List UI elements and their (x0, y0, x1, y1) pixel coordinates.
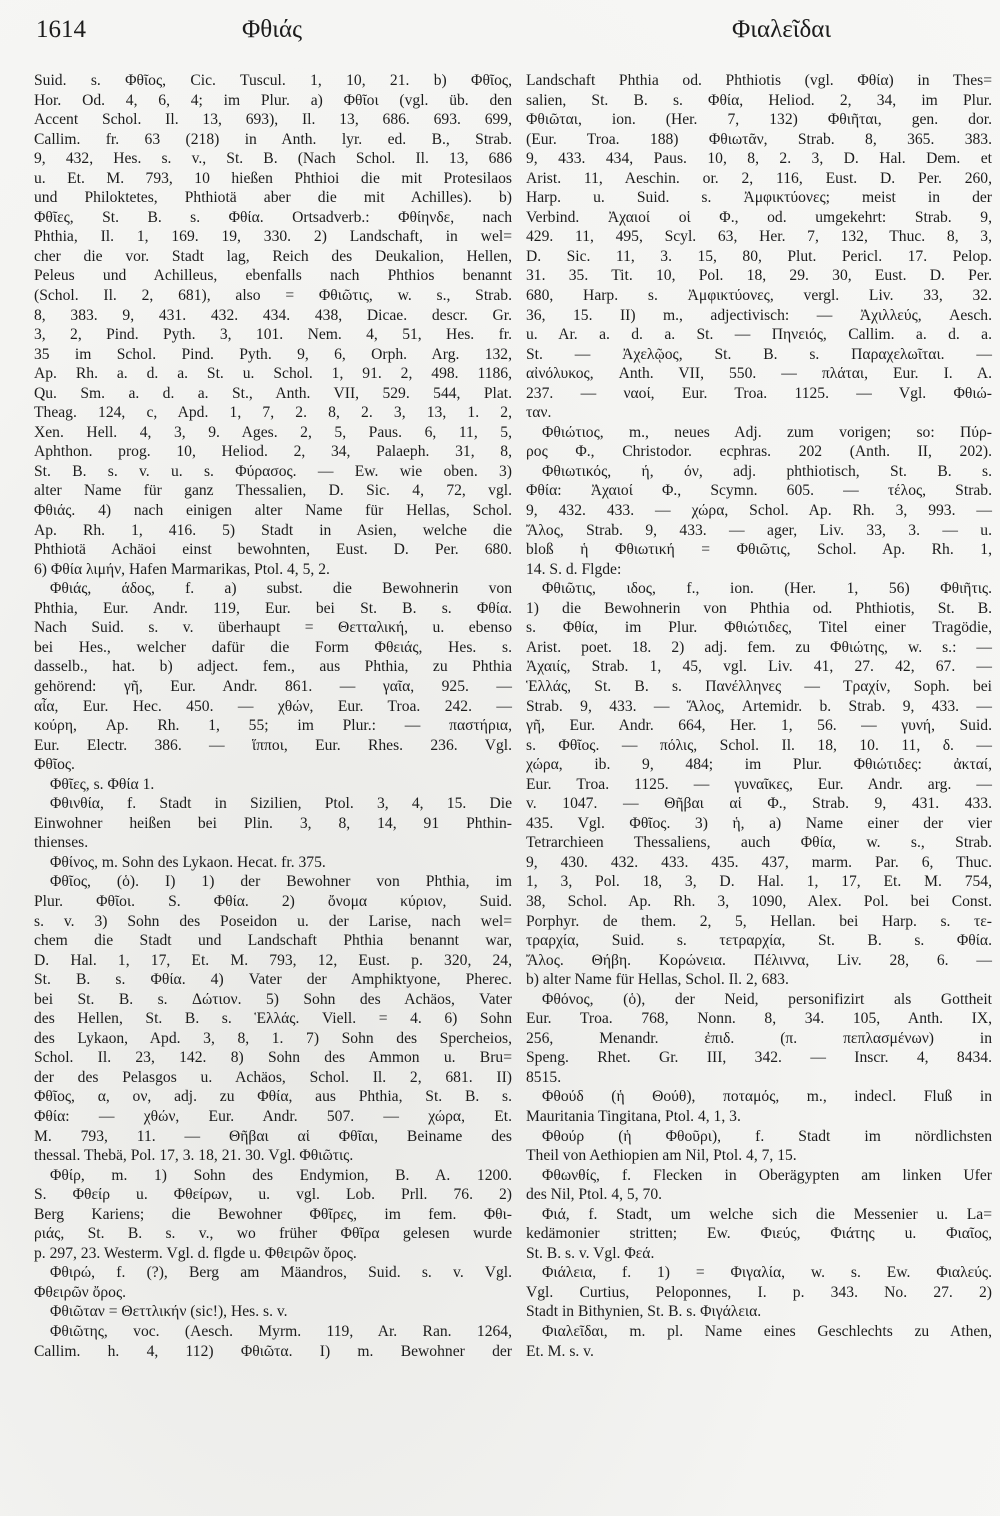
text-line: S. Φθείρ u. Φθείρων, u. vgl. Lob. Prll. 76. 2) (34, 1186, 512, 1204)
text-line: 8515. (526, 1068, 562, 1086)
text-line: Berg Kariens; die Bewohner Φθῖρες, im fem. Φθι- (34, 1205, 512, 1223)
text-line: v. 1047. — Θῆβαι αἱ Φ., Strab. 9, 431. 433. (526, 795, 992, 813)
text-line: Verbind. Ἀχαιοί οἱ Φ., od. umgekehrt: Strab. 9, (526, 208, 992, 226)
text-line: u. Ar. a. d. a. St. — Πηνειός, Callim. a. d. a. (526, 326, 992, 344)
text-line: Ap. Rh. a. d. a. St. u. Schol. 1, 91. 2, 498. 1186, (34, 365, 512, 383)
text-line: Eur. Troa. 768, Nonn. 8, 34. 105, Anth. IX, (526, 1010, 992, 1028)
text-line: u. Et. M. 793, 10 hießen Phthioi die mit Protesilaos (34, 169, 512, 187)
text-line: St. B. s. Φθία. 4) Vater der Amphiktyone, Pherec. (34, 971, 512, 989)
entry-headline: Φθῖος, (ὁ). I) 1) der Bewohner von Phthia, im (50, 873, 512, 891)
entry-headline: Φθῖες, s. Φθία 1. (50, 775, 155, 793)
text-line: Schol. Il. 23, 142. 8) Sohn des Ammon u. Bru= (34, 1049, 512, 1067)
text-line: thessal. Thebä, Pol. 17, 3. 18, 21. 30. Vgl. Φθιῶτις. (34, 1147, 354, 1165)
text-line: Hor. Od. 4, 6, 4; im Plur. a) Φθῖοι (vgl. üb. den (34, 91, 512, 109)
entry-headline: Φθίρ, m. 1) Sohn des Endymion, B. A. 1200. (50, 1166, 512, 1184)
text-line: Φθιάς. 4) nach einigen alter Name für Hellas, Schol. (34, 502, 512, 520)
page-header (0, 14, 1000, 54)
text-line: D. Sic. 11, 3. 15, 80, Plut. Pericl. 17. Pelop. (526, 247, 992, 265)
text-line: Harp. u. Suid. s. Ἀμφικτύονες; meist in der (526, 189, 992, 207)
text-line: Theil von Aethiopien am Nil, Ptol. 4, 7, 15. (526, 1147, 797, 1165)
text-line: St. — Ἀχελῷος, St. B. s. Παραχελωῖται. — (526, 345, 992, 363)
entry-headline: Φθιῶταν = Θεττλικήν (sic!), Hes. s. v. (50, 1303, 288, 1321)
text-line: ρος Φ., Christodor. ecphras. 202 (Anth. II, 202). (526, 443, 992, 461)
text-line: κούρη, Ap. Rh. 1, 55; im Plur.: — παστήρια, (34, 717, 512, 735)
text-line: 429. 11, 495, Scyl. 63, Her. 7, 132, Thuc. 8, 3, (526, 228, 992, 246)
text-line: Arist. poet. 18. 2) adj. fem. zu Φθιώτης, w. s.: — (526, 638, 992, 656)
running-headword-last: Φιαλεῖδαι (732, 16, 832, 43)
text-line: Ap. Rh. 1, 416. 5) Stadt in Asien, welche die (34, 521, 512, 539)
entry-headline: Φθιάς, άδος, f. a) subst. die Bewohnerin von (50, 580, 512, 598)
text-line: s. v. 3) Sohn des Poseidon u. der Larise, nach wel= (34, 912, 512, 930)
text-line: Einwohner heißen bei Plin. 3, 8, 14, 91 Phthin- (34, 814, 512, 832)
text-line: cher die vor. Stadt lag, Reich des Deukalion, Hellen, (34, 247, 512, 265)
text-line: 8, 383. 9, 431. 432. 434. 438, Dicae. descr. Gr. (34, 306, 512, 324)
text-line: 9, 433. 434, Paus. 10, 8, 2. 3, D. Hal. Dem. et (526, 150, 992, 168)
text-line: und Philoktetes, Phthiotä aber die mit Achilles). b) (34, 189, 512, 207)
text-line: Phthia, Eur. Andr. 119, Eur. bei St. B. s. Φθία. (34, 599, 512, 617)
text-line: 1, 3, Pol. 18, 3, D. Hal. 1, 17, Et. M. 754, (526, 873, 992, 891)
text-line: Φθῖος, α, ον, adj. zu Φθία, aus Phthia, St. B. s. (34, 1088, 512, 1106)
text-line: γῆ, Eur. Andr. 664, Her. 1, 56. — γυνή, Suid. (526, 717, 992, 735)
text-line: Peleus und Achilleus, ebenfalls nach Phthios benannt (34, 267, 512, 285)
text-line: bei Hes., welcher dafür die Form Φθειάς, Hes. s. (34, 638, 512, 656)
text-line: alter Name für ganz Thessalien, D. Sic. 4, 72, vgl. (34, 482, 512, 500)
text-line: Strab. 9, 433. — Ἅλος, Artemidr. b. Strab. 9, 433. — (526, 697, 992, 715)
text-line: Stadt in Bithynien, St. B. s. Φιγάλεια. (526, 1303, 762, 1321)
text-line: 3, 2, Pind. Pyth. 3, 101. Nem. 4, 51, Hes. fr. (34, 326, 512, 344)
text-line: b) alter Name für Hellas, Schol. Il. 2, 683. (526, 971, 789, 989)
text-line: 256, Menandr. ἐπιδ. (π. πεπλασμένων) in (526, 1029, 992, 1047)
text-line: des Nil, Ptol. 4, 5, 70. (526, 1186, 663, 1204)
entry-headline: Φθιωτικός, ή, όν, adj. phthiotisch, St. B. s. (542, 462, 992, 480)
text-line: Accent Schol. Il. 13, 693), Il. 13, 686. 693. 699, (34, 111, 512, 129)
text-line: Qu. Sm. a. d. a. St., Anth. VII, 529. 544, Plat. (34, 384, 512, 402)
text-line: Eur. Troa. 1125. — γυναῖκες, Eur. Andr. arg. — (526, 775, 992, 793)
text-line: St. B. s. v. u. s. Φύρασος. — Ew. wie oben. 3) (34, 462, 512, 480)
text-line: Callim. h. 4, 112) Φθιῶτα. I) m. Bewohner der (34, 1342, 512, 1360)
text-line: Landschaft Phthia od. Phthiotis (vgl. Φθία) in Thes= (526, 72, 992, 89)
text-line: Φθία: — χθών, Eur. Andr. 507. — χώρα, Et. (34, 1107, 512, 1125)
entry-headline: Φθιρώ, f. (?), Berg am Mäandros, Suid. s. v. Vgl. (50, 1264, 512, 1282)
entry-headline: Φθωνθίς, f. Flecken in Oberägypten am linken Ufer (542, 1166, 992, 1184)
entry-headline: Φθούρ (ἡ Φθοῦρι), f. Stadt im nördlichsten (542, 1127, 992, 1145)
entry-headline: Φθιῶτις, ιδος, f., ion. (Her. 1, 56) Φθιῆτις. (542, 580, 992, 598)
entry-headline: Φθούδ (ἡ Θούθ), ποταμός, m., indecl. Fluß in (542, 1088, 992, 1106)
text-line: p. 297, 23. Westerm. Vgl. d. flgde u. Φθειρῶν ὄρος. (34, 1244, 357, 1262)
text-line: M. 793, 11. — Θῆβαι αἱ Φθῖαι, Beiname des (34, 1127, 512, 1145)
text-line: Ἀχαιίς, Strab. 1, 45, vgl. Liv. 41, 27. 42, 67. — (526, 658, 992, 676)
text-line: (Schol. Il. 2, 681), also = Φθιῶτις, w. s., Strab. (34, 287, 512, 305)
text-line: kedämonier stritten; Ew. Φιεύς, Φιάτης u. Φιαῖος, (526, 1225, 992, 1243)
text-line: bei St. B. s. Δώτιον. 5) Sohn des Achäos, Vater (34, 990, 512, 1008)
text-line: 14. S. d. Flgde: (526, 560, 622, 578)
text-line: αἶα, Eur. Hec. 450. — χθών, Eur. Troa. 242. — (34, 697, 512, 715)
text-line: Suid. s. Φθῖος, Cic. Tuscul. 1, 10, 21. b) Φθῖος, (34, 72, 512, 89)
text-line: Φθία: Ἀχαιοί Φ., Scymn. 605. — τέλος, Strab. (526, 482, 992, 500)
text-line: 31. 35. Tit. 10, Pol. 18, 29. 30, Eust. D. Per. (526, 267, 992, 285)
left-column (34, 71, 512, 1361)
text-line: 35 im Schol. Pind. Pyth. 9, 6, Orph. Arg. 132, (34, 345, 512, 363)
text-line: τραρχία, Suid. s. τετραρχία, St. B. s. Φθία. (526, 932, 992, 950)
text-line: 38, Schol. Ap. Rh. 3, 1090, Alex. Pol. bei Const. (526, 892, 992, 910)
text-line: s. Φθῖος. — πόλις, Schol. Il. 18, 10. 11, δ. — (526, 736, 992, 754)
text-line: Aphthon. prog. 10, Heliod. 2, 34, Palaeph. 31, 8, (34, 443, 512, 461)
text-line: Φθειρῶν ὄρος. (34, 1283, 127, 1301)
text-line: s. Φθία, im Plur. Φθιώτιδες, Titel einer Tragödie, (526, 619, 992, 637)
text-line: Mauritania Tingitana, Ptol. 4, 1, 3. (526, 1107, 741, 1125)
page-number: 1614 (36, 16, 86, 43)
text-line: Φθιῶται, ion. (Her. 7, 132) Φθιῆται, gen. dor. (526, 111, 992, 129)
text-line: Vgl. Curtius, Peloponnes, I. p. 343. No. 27. 2) (526, 1283, 992, 1301)
text-line: Arist. 11, Aeschin. or. 2, 116, Eust. D. Per. 260, (526, 169, 992, 187)
text-line: αἰνόλυκος, Anth. VII, 550. — πλάται, Eur. I. A. (526, 365, 992, 383)
text-line: Φθῖες, St. B. s. Φθία. Ortsadverb.: Φθίηνδε, nach (34, 208, 512, 226)
text-line: gehörend: γῆ, Eur. Andr. 861. — γαῖα, 925. — (34, 677, 512, 695)
running-headword-first: Φθιάς (242, 16, 302, 43)
text-line: (Eur. Troa. 188) Φθιωτᾶν, Strab. 8, 365. 383. (526, 130, 992, 148)
text-line: Phthia, Il. 1, 169. 19, 330. 2) Landschaft, in wel= (34, 228, 512, 246)
text-line: 6) Φθία λιμήν, Hafen Marmarikas, Ptol. 4, 5, 2. (34, 560, 330, 578)
text-line: 435. Vgl. Φθῖος. 3) ἡ, a) Name einer der vier (526, 814, 992, 832)
text-line: 36, 15. II) m., adjectivisch: — Ἀχιλλεύς, Aesch. (526, 306, 992, 324)
text-line: Plur. Φθῖοι. S. Φθία. 2) ὄνομα κύριον, Suid. (34, 892, 512, 910)
text-line: Theag. 124, c, Apd. 1, 7, 2. 8, 2. 3, 13, 1. 2, (34, 404, 512, 422)
text-line: Ἑλλάς, St. B. s. Πανέλληνες — Τραχίν, Soph. bei (526, 677, 992, 695)
text-line: Ἄλος. Θήβη. Κορώνεια. Πέλιννα, Liv. 28, 6. — (526, 951, 992, 969)
text-line: ταν. (526, 404, 552, 422)
text-line: D. Hal. 1, 17, Et. M. 793, 12, Eust. p. 320, 24, (34, 951, 512, 969)
text-line: ριάς, St. B. s. v., wo früher Φθῖρα gelesen wurde (34, 1225, 512, 1243)
text-line: Nach Suid. s. v. überhaupt = Θετταλική, u. ebenso (34, 619, 512, 637)
text-line: 1) die Bewohnerin von Phthia od. Phthiotis, St. B. (526, 599, 992, 617)
text-line: Xen. Hell. 4, 3, 9. Ages. 2, 5, Paus. 6, 11, 5, (34, 423, 512, 441)
text-line: Porphyr. de them. 2, 5, Hellan. bei Harp. s. τε- (526, 912, 992, 930)
text-line: des Lykaon, Apd. 3, 8, 1. 7) Sohn des Spercheios, (34, 1029, 512, 1047)
text-line: 9, 430. 432. 433. 435. 437, marm. Par. 6, Thuc. (526, 853, 992, 871)
text-line: 9, 432. 433. — χώρα, Schol. Ap. Rh. 3, 993. — (526, 502, 992, 520)
text-line: Φθῖος. (34, 756, 75, 774)
entry-headline: Φθιῶτης, voc. (Aesch. Myrm. 119, Ar. Ran. 1264, (50, 1323, 512, 1340)
text-line: 680, Harp. s. Ἀμφικτύονες, vergl. Liv. 33, 32. (526, 287, 992, 305)
text-line: der des Pelasgos u. Achäos, Schol. Il. 2, 681. II) (34, 1068, 512, 1086)
text-line: 9, 432, Hes. s. v., St. B. (Nach Schol. Il. 13, 686 (34, 150, 512, 168)
text-line: Eur. Electr. 386. — ἵπποι, Eur. Rhes. 236. Vgl. (34, 736, 512, 754)
text-line: thienses. (34, 834, 89, 852)
text-line: dasselb., hat. b) adject. fem., aus Phthia, zu Phthia (34, 658, 512, 676)
text-line: Phthiotä Achäoi einst bewohnten, Eust. D. Per. 680. (34, 541, 512, 559)
text-line: Speng. Rhet. Gr. III, 342. — Inscr. 4, 8434. (526, 1049, 992, 1067)
entry-headline: Φθινθία, f. Stadt in Sizilien, Ptol. 3, 4, 15. Die (50, 795, 512, 813)
entry-headline: Φιάλεια, f. 1) = Φιγαλία, w. s. Ew. Φιαλεύς. (542, 1264, 992, 1282)
text-line: bloß ἡ Φθιωτική = Φθιῶτις, Schol. Ap. Rh. 1, (526, 541, 992, 559)
text-line: salien, St. B. s. Φθία, Heliod. 2, 34, im Plur. (526, 91, 992, 109)
text-line: Callim. fr. 63 (218) in Anth. lyr. ed. B., Strab. (34, 130, 512, 148)
entry-headline: Φθιώτιος, m., neues Adj. zum vorigen; so: Πύρ- (542, 423, 992, 441)
entry-headline: Φιαλεῖδαι, m. pl. Name eines Geschlechts zu Athen, (542, 1323, 992, 1340)
entry-headline: Φθίνος, m. Sohn des Lykaon. Hecat. fr. 375. (50, 853, 326, 871)
entry-headline: Φιά, f. Stadt, um welche sich die Messenier u. La= (542, 1205, 992, 1223)
text-line: 237. — ναοί, Eur. Troa. 1125. — Vgl. Φθιώ- (526, 384, 992, 402)
text-line: Ἄλος, Strab. 9, 433. — ager, Liv. 33, 3. — u. (526, 521, 992, 539)
text-line: chem die Stadt und Landschaft Phthia benannt war, (34, 932, 512, 950)
text-line: χώρα, ib. 9, 484; im Plur. Φθιώτιδες: ἀκταί, (526, 756, 993, 774)
text-line: Et. M. s. v. (526, 1342, 594, 1360)
text-line: des Hellen, St. B. s. Ἑλλάς. Viell. = 4. 6) Sohn (34, 1010, 512, 1028)
text-line: Tetrarchieen Thessaliens, auch Φθία, w. s., Strab. (526, 834, 992, 852)
entry-headline: Φθόνος, (ὁ), der Neid, personifizirt als Gottheit (542, 990, 992, 1008)
text-line: St. B. s. v. Vgl. Φεά. (526, 1244, 655, 1262)
right-column (526, 71, 992, 1361)
